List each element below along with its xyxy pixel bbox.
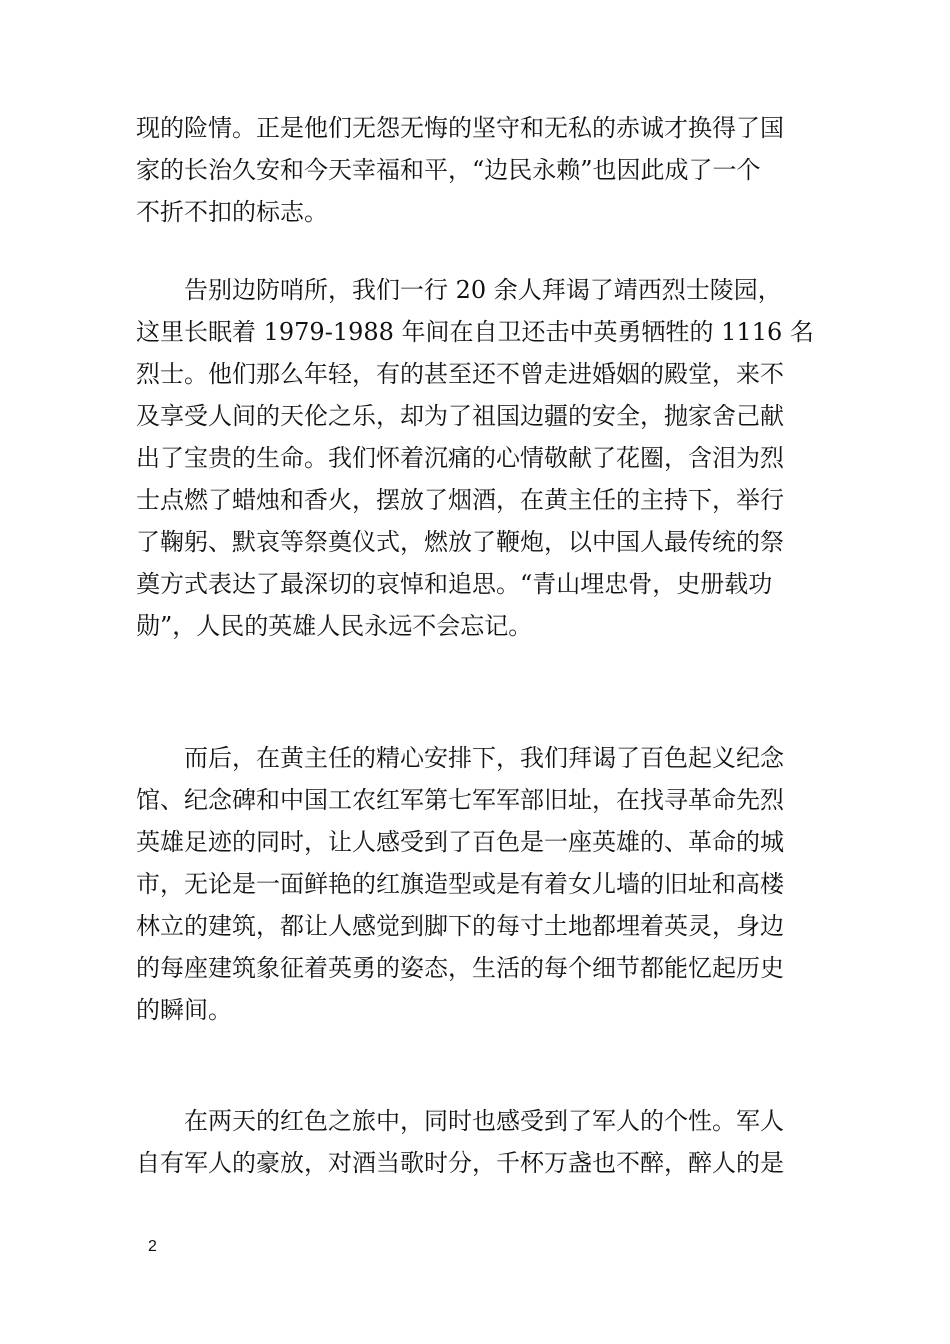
text-line: 自有军人的豪放，对酒当歌时分，千杯万盏也不醉，醉人的是 (136, 1149, 784, 1177)
paragraph-4 (136, 1100, 826, 1184)
text-line: 奠方式表达了最深切的哀悼和追思。“青山埋忠骨，史册载功 (136, 570, 773, 598)
text-line: 林立的建筑，都让人感觉到脚下的每寸土地都埋着英灵，身边 (136, 912, 784, 940)
page-number: 2 (148, 1238, 157, 1255)
text-line: 的每座建筑象征着英勇的姿态，生活的每个细节都能忆起历史 (136, 954, 784, 982)
text-line: 家的长治久安和今天幸福和平，“边民永赖”也因此成了一个 (136, 156, 761, 184)
text-line: 告别边防哨所，我们一行 20 余人拜谒了靖西烈士陵园， (136, 276, 782, 304)
text-line: 的瞬间。 (136, 996, 232, 1024)
paragraph-2 (136, 269, 826, 647)
text-line: 这里长眠着 1979-1988 年间在自卫还击中英勇牺牲的 1116 名 (136, 318, 814, 346)
text-line: 市，无论是一面鲜艳的红旗造型或是有着女儿墙的旧址和高楼 (136, 870, 784, 898)
paragraph-3 (136, 737, 826, 1031)
text-line: 出了宝贵的生命。我们怀着沉痛的心情敬献了花圈，含泪为烈 (136, 444, 784, 472)
text-line: 及享受人间的天伦之乐，却为了祖国边疆的安全，抛家舍己献 (136, 402, 784, 430)
text-line: 现的险情。正是他们无怨无悔的坚守和无私的赤诚才换得了国 (136, 114, 784, 142)
text-line: 而后，在黄主任的精心安排下，我们拜谒了百色起义纪念 (136, 744, 784, 772)
text-line: 英雄足迹的同时，让人感受到了百色是一座英雄的、革命的城 (136, 828, 784, 856)
text-line: 了鞠躬、默哀等祭奠仪式，燃放了鞭炮，以中国人最传统的祭 (136, 528, 784, 556)
text-line: 馆、纪念碑和中国工农红军第七军军部旧址，在找寻革命先烈 (136, 786, 784, 814)
text-line: 在两天的红色之旅中，同时也感受到了军人的个性。军人 (136, 1107, 784, 1135)
text-line: 不折不扣的标志。 (136, 198, 328, 226)
paragraph-1 (136, 107, 826, 233)
text-line: 士点燃了蜡烛和香火，摆放了烟酒，在黄主任的主持下，举行 (136, 486, 784, 514)
text-line: 烈士。他们那么年轻，有的甚至还不曾走进婚姻的殿堂，来不 (136, 360, 784, 388)
text-line: 勋”，人民的英雄人民永远不会忘记。 (136, 612, 533, 640)
